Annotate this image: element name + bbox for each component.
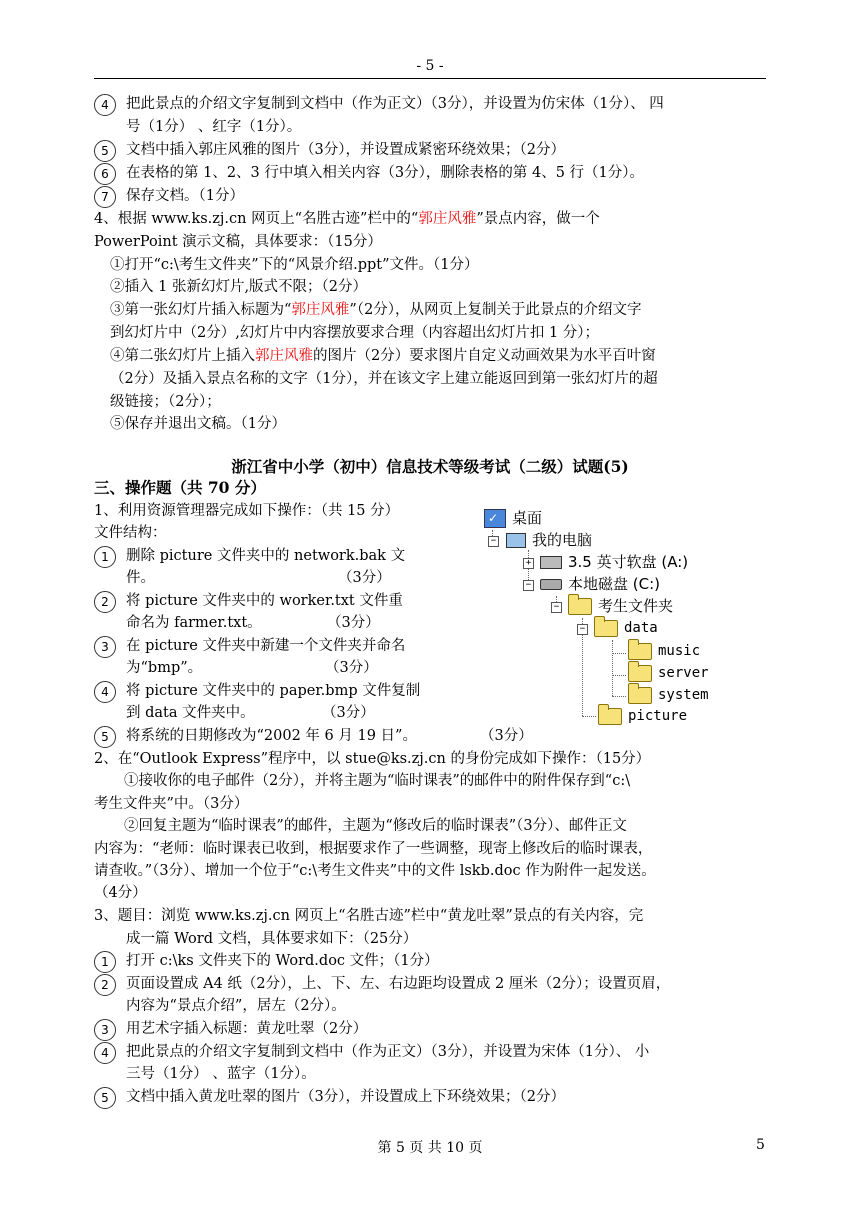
page-mark: - 5 -	[416, 58, 444, 74]
folder-icon	[568, 598, 592, 615]
item-num: 6	[94, 163, 116, 185]
q2-p1a: ①接收你的电子邮件（2分），并将主题为“临时课表”的邮件中的附件保存到“c:\	[124, 773, 631, 789]
item-text: 删除 picture 文件夹中的 network.bak 文	[126, 548, 406, 564]
q4-line1	[94, 208, 600, 230]
item-text: 为“bmp”。	[126, 660, 203, 676]
q2-p2b: 内容为：“老师：临时课表已收到，根据要求作了一些调整，现寄上修改后的临时课表，	[94, 841, 653, 857]
item-text: 命名为 farmer.txt。	[126, 615, 262, 631]
tree-node-server[interactable]	[628, 663, 709, 683]
item-text: 在表格的第 1、2、3 行中填入相关内容（3分），删除表格的第 4、5 行（1分）。	[126, 165, 645, 181]
hard-disk-icon	[540, 579, 562, 590]
q4-line2: PowerPoint 演示文稿，具体要求：（15分）	[94, 234, 382, 250]
q4-step3	[110, 299, 642, 321]
collapse-icon[interactable]: −	[577, 624, 588, 635]
tree-node-picture[interactable]	[598, 706, 687, 726]
tree-node-examfolder[interactable]	[568, 596, 673, 616]
item-text: 打开 c:\ks 文件夹下的 Word.doc 文件；（1分）	[126, 953, 439, 969]
item-num: 3	[94, 636, 116, 658]
item-text: 将系统的日期修改为“2002 年 6 月 19 日”。	[126, 728, 417, 744]
tree-node-music[interactable]	[628, 641, 700, 661]
q2-p2a: ②回复主题为“临时课表”的邮件，主题为“修改后的临时课表”（3分）、邮件正文	[124, 818, 627, 834]
folder-icon	[598, 708, 622, 725]
item-num: 5	[94, 140, 116, 162]
item-text: 保存文档。（1分）	[126, 188, 244, 204]
expand-icon[interactable]: +	[523, 558, 534, 569]
tree-label: 本地磁盘 (C:)	[568, 575, 660, 593]
item-num: 4	[94, 1042, 116, 1064]
q4-step3-post: ”（2分），从网页上复制关于此景点的介绍文字	[349, 302, 642, 318]
tree-label: 考生文件夹	[598, 597, 674, 615]
item-num: 2	[94, 591, 116, 613]
q2-p2c: 请查收。”（3分）、增加一个位于“c:\考生文件夹”中的文件 lskb.doc 作为附件一起发送。	[94, 863, 656, 879]
tree-node-floppy[interactable]	[540, 552, 688, 572]
tree-node-mycomputer[interactable]	[506, 530, 592, 550]
item-text: 把此景点的介绍文字复制到文档中（作为正文）（3分），并设置为仿宋体（1分）、 四	[126, 96, 664, 112]
item-num: 4	[94, 94, 116, 116]
tree-line	[582, 716, 596, 717]
item-score: （3分）	[480, 728, 533, 744]
folder-icon	[628, 643, 652, 660]
tree-label: picture	[628, 708, 688, 724]
item-text: 页面设置成 A4 纸（2分），上、下、左、右边距均设置成 2 厘米（2分）；设置页眉，	[126, 976, 671, 992]
q3-line2: 成一篇 Word 文档，具体要求如下：（25分）	[126, 931, 418, 947]
q4-highlight: 郭庄风雅	[291, 302, 350, 318]
item-text: 三号（1分） 、蓝字（1分）。	[126, 1066, 316, 1082]
tree-label: system	[658, 687, 709, 703]
tree-label: music	[658, 643, 701, 659]
item-text: 号（1分） 、红字（1分）。	[126, 119, 302, 135]
section-heading: 三、操作题（共 70 分）	[94, 478, 266, 497]
footer-page-info: 第 5 页 共 10 页	[377, 1140, 483, 1156]
tree-line	[612, 640, 613, 696]
collapse-icon[interactable]: −	[551, 602, 562, 613]
q4-highlight: 郭庄风雅	[255, 348, 313, 364]
q2-line1: 2、在“Outlook Express”程序中，以 stue@ks.zj.cn 的身份完成如下操作：（15分）	[94, 751, 651, 767]
q4-step3-cont: 到幻灯片中（2分）,幻灯片中内容摆放要求合理（内容超出幻灯片扣 1 分）；	[110, 325, 600, 341]
q4-highlight: 郭庄风雅	[418, 211, 477, 227]
tree-line	[612, 696, 626, 697]
item-text: 到 data 文件夹中。	[126, 705, 255, 721]
item-text: 把此景点的介绍文字复制到文档中（作为正文）（3分），并设置为宋体（1分）、 小	[126, 1044, 650, 1060]
collapse-icon[interactable]: −	[488, 536, 499, 547]
q4-step4	[110, 345, 656, 367]
tree-label: 我的电脑	[532, 531, 593, 549]
tree-node-desktop[interactable]	[484, 508, 542, 528]
desktop-icon	[484, 509, 506, 528]
item-num: 1	[94, 546, 116, 568]
tree-line	[612, 653, 626, 654]
item-score: （3分）	[322, 705, 375, 721]
item-score: （3分）	[338, 570, 391, 586]
q2-p2d: （4分）	[94, 885, 147, 901]
q4-step4-post: 的图片（2分）要求图片自定义动画效果为水平百叶窗	[313, 348, 656, 364]
item-text: 文档中插入黄龙吐翠的图片（3分），并设置成上下环绕效果；（2分）	[126, 1089, 565, 1105]
q1-line1: 1、利用资源管理器完成如下操作：（共 15 分）	[94, 503, 400, 519]
folder-icon	[628, 665, 652, 682]
tree-node-system[interactable]	[628, 685, 709, 705]
item-text: 件。	[126, 570, 155, 586]
q2-p1b: 考生文件夹”中。（3分）	[94, 796, 249, 812]
tree-node-data[interactable]	[594, 618, 658, 638]
item-text: 用艺术字插入标题：黄龙吐翠（2分）	[126, 1021, 368, 1037]
item-text: 在 picture 文件夹中新建一个文件夹并命名	[126, 638, 406, 654]
item-num: 1	[94, 951, 116, 973]
folder-icon	[628, 687, 652, 704]
q4-step4-cont2: 级链接；（2分）；	[110, 394, 221, 410]
q4-line1-pre: 4、根据 www.ks.zj.cn 网页上“名胜古迹”栏中的“	[94, 211, 419, 227]
item-score: （3分）	[327, 615, 380, 631]
desktop-check-icon: ✓	[488, 511, 499, 525]
q3-line1: 3、题目：浏览 www.ks.zj.cn 网页上“名胜古迹”栏中“黄龙吐翠”景点的有关内容，完	[94, 908, 644, 924]
q4-step2: ②插入 1 张新幻灯片,版式不限；（2分）	[110, 279, 368, 295]
q4-step4-cont: （2分）及插入景点名称的文字（1分），并在该文字上建立能返回到第一张幻灯片的超	[110, 371, 658, 387]
q4-step4-pre: ④第二张幻灯片上插入	[110, 348, 255, 364]
item-num: 5	[94, 1087, 116, 1109]
collapse-icon[interactable]: −	[523, 580, 534, 591]
file-tree	[480, 500, 710, 730]
tree-label: data	[624, 620, 658, 636]
floppy-drive-icon	[540, 556, 562, 569]
item-num: 5	[94, 726, 116, 748]
item-num: 2	[94, 974, 116, 996]
exam-title: 浙江省中小学（初中）信息技术等级考试（二级）试题(5)	[231, 457, 629, 476]
item-text: 文档中插入郭庄风雅的图片（3分），并设置成紧密环绕效果；（2分）	[126, 142, 565, 158]
tree-line	[612, 675, 626, 676]
item-num: 4	[94, 681, 116, 703]
item-text: 将 picture 文件夹中的 worker.txt 文件重	[126, 593, 403, 609]
q4-line1-post: ”景点内容，做一个	[476, 211, 600, 227]
q4-step3-pre: ③第一张幻灯片插入标题为“	[110, 302, 292, 318]
item-num: 3	[94, 1019, 116, 1041]
item-score: （3分）	[325, 660, 378, 676]
q4-step1: ①打开“c:\考生文件夹”下的“风景介绍.ppt”文件。（1分）	[110, 257, 479, 273]
item-text: 将 picture 文件夹中的 paper.bmp 文件复制	[126, 683, 421, 699]
folder-icon	[594, 620, 618, 637]
tree-label: 3.5 英寸软盘 (A:)	[568, 553, 689, 571]
computer-icon	[506, 533, 526, 548]
tree-label: server	[658, 665, 709, 681]
item-num: 7	[94, 186, 116, 208]
tree-label: 桌面	[512, 509, 543, 527]
header-rule	[94, 78, 766, 79]
item-text: 内容为“景点介绍”，居左（2分）。	[126, 998, 346, 1014]
q1-line2: 文件结构：	[94, 525, 167, 541]
footer-page-number: 5	[756, 1137, 765, 1153]
tree-node-localdisk[interactable]	[540, 574, 660, 594]
q4-step5: ⑤保存并退出文稿。（1分）	[110, 416, 286, 432]
